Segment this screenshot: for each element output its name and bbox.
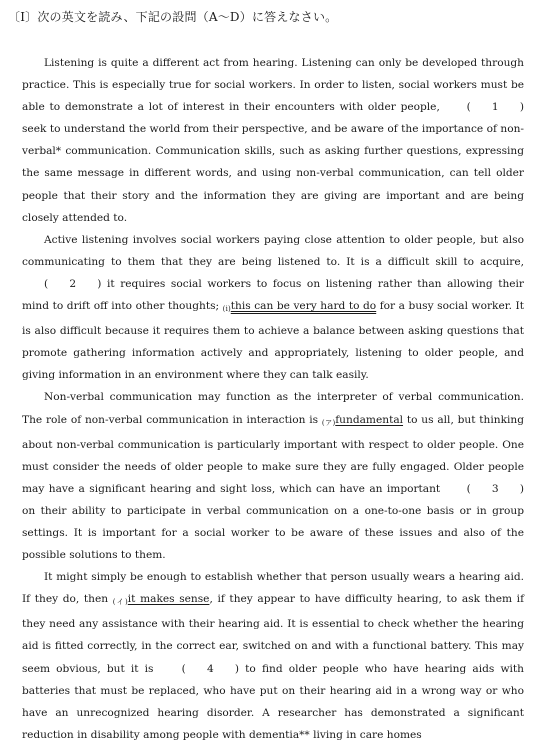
reading-passage <box>22 52 524 746</box>
paragraph-1-text-a: Listening is quite a different act from hearing. Listening can only be developed through practice. This is especially true for social workers. In order to listen, social workers must be able to demonstrate a lot of interest in their encounters with older people, <box>22 57 524 114</box>
paragraph-1 <box>22 52 524 229</box>
paragraph-4-text-a: It might simply be enough to establish whether that person usually wears a hearing aid. If they do, then <box>22 571 524 606</box>
blank-1: ( 1 ) <box>466 101 524 114</box>
underlined-phrase-b: it makes sense <box>127 593 210 606</box>
blank-3: ( 3 ) <box>466 482 524 495</box>
paragraph-2 <box>22 229 524 387</box>
paragraph-3-text-c: on their ability to participate in verbal communication on a one-to-one basis or in group settings. It is important for a social worker to be aware of these issues and also of the possible solutions to them. <box>22 504 524 562</box>
paragraph-3-text-a: Non-verbal communication may function as the interpreter of verbal communication. The role of non-verbal communication in interaction is <box>22 391 524 426</box>
blank-4: ( 4 ) <box>181 662 240 675</box>
blank-2: ( 2 ) <box>44 277 102 290</box>
paragraph-1-text-b: seek to understand the world from their perspective, and be aware of the importance of non-verbal* communication. Communication skills, such as asking further questions, expressing the same message in different words, and using non-verbal communication, can tell older people that their story and the information they are giving are important and are being closely attended to. <box>22 123 524 224</box>
paragraph-3-text-b: to us all, but thinking about non-verbal communication is particularly important with respect to older people. One must consider the needs of older people to make sure they are fully engaged. Older people may have a significant hearing and sight loss, which can have an important <box>22 413 524 495</box>
underlined-word-a: fundamental <box>335 413 404 426</box>
paragraph-2-text-c: for a busy social worker. It is also difficult because it requires them to achieve a balance between asking questions that promote gathering information actively and appropriately, listening to older people, and giving information in an environment where they can talk easily. <box>22 300 524 382</box>
underline-marker-b: (イ) <box>112 598 128 607</box>
paragraph-4-text-b: , if they appear to have difficulty hearing, to ask them if they need any assistance with their hearing aid. It is essential to check whether the hearing aid is fitted correctly, in the correct ear, switched on and with a functional battery. This may seem obvious, but it is <box>22 593 524 675</box>
underline-marker-a: (ア) <box>321 418 336 427</box>
paragraph-3 <box>22 386 524 566</box>
underlined-phrase-i: this can be very hard to do <box>230 300 377 313</box>
underline-marker-i: (ⅰ) <box>222 305 231 314</box>
paragraph-4 <box>22 566 524 746</box>
question-header: 〔Ⅰ〕次の英文を読み、下記の設問（A〜D）に答えなさい。 <box>8 10 338 24</box>
paragraph-2-text-b: it requires social workers to focus on listening rather than allowing their mind to drift off into other thoughts; <box>22 277 524 313</box>
paragraph-2-text-a: Active listening involves social workers paying close attention to older people, but also communicating to them that they are being listened to. It is a difficult skill to acquire, <box>22 233 524 268</box>
paragraph-4-text-c: to find older people who have hearing aids with batteries that must be replaced, who have put on their hearing aid in a wrong way or who have an unrecognized hearing disorder. A researcher has demonstrated a significant reduction in disability among people with dementia** living in care homes <box>22 662 524 741</box>
